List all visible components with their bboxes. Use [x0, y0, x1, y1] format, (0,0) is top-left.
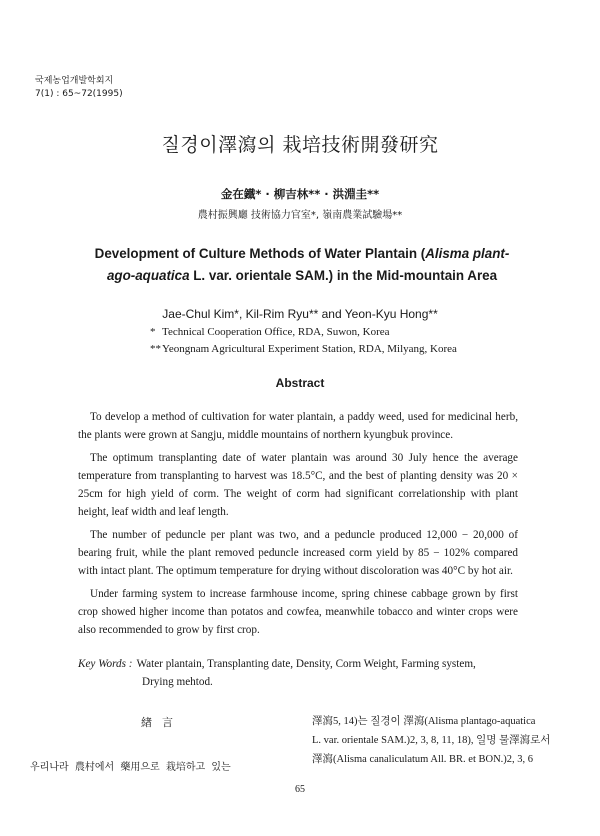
affiliation-mark: * [150, 326, 156, 338]
affiliation-mark: ** [150, 343, 161, 355]
journal-header [35, 75, 123, 101]
affiliation-text: Technical Cooperation Office, RDA, Suwon, Korea [162, 326, 390, 338]
title-english-line-2 [52, 265, 552, 287]
page-number: 65 [295, 784, 305, 795]
affiliation-text: Yeongnam Agricultural Experiment Station, RDA, Milyang, Korea [162, 343, 457, 355]
title-english-species-part-1: Alisma plant- [425, 246, 510, 261]
abstract-paragraph: The optimum transplanting date of water plantain was around 30 July hence the average temperature from transplanting to harvest was 18.5°C, and the best of planting density was 20 × 25cm for high yield of corm. The weight of corm had significant correlationship with plant height, leaf width and leaf length. [78, 451, 518, 519]
abstract-heading: Abstract [275, 376, 325, 390]
keywords-line-1: Water plantain, Transplanting date, Density, Corm Weight, Farming system, [136, 658, 476, 670]
title-english-line-2-text: L. var. orientale SAM.) in the Mid-mountain Area [189, 268, 498, 283]
introduction-right-line: L. var. orientale SAM.)2, 3, 8, 11, 18), 일명 물澤瀉로서 [312, 735, 551, 746]
affiliation-line [150, 324, 457, 341]
keywords-label: Key Words : [78, 658, 133, 670]
title-english-line-1-text: Development of Culture Methods of Water Plantain ( [94, 246, 426, 261]
introduction-right-line: 澤瀉(Alisma canaliculatum All. BR. et BON.)2, 3, 6 [312, 754, 534, 765]
title-korean: 질경이澤瀉의 栽培技術開發研究 [161, 134, 439, 156]
affiliations-korean: 農村振興廳 技術協力官室*, 嶺南農業試驗場** [197, 210, 403, 221]
authors-english: Jae-Chul Kim*, Kil-Rim Ryu** and Yeon-Kyu Hong** [162, 307, 438, 321]
journal-name: 국제농업개발학회지 [35, 76, 114, 86]
abstract-paragraph: Under farming system to increase farmhouse income, spring chinese cabbage grown by first crop showed higher income than potatos and cowfea, meanwhile tobacco and winter crops were also recommended to grow by first crop. [78, 587, 518, 637]
title-english-line-1 [52, 243, 552, 265]
introduction-right-column [312, 712, 567, 769]
affiliations-english [150, 324, 457, 358]
journal-citation: 7(1) : 65~72(1995) [35, 89, 123, 99]
abstract-paragraph: To develop a method of cultivation for water plantain, a paddy weed, used for medicinal herb, the plants were grown at Sangju, middle mountains of northern kyungbuk province. [78, 411, 518, 442]
keywords-line-2: Drying mehtod. [142, 676, 213, 688]
affiliation-line [150, 341, 457, 358]
title-english [52, 243, 552, 287]
keywords [78, 655, 518, 691]
title-english-species-part-2: ago-aquatica [106, 268, 190, 283]
abstract-paragraph: The number of peduncle per plant was two, and a peduncle produced 12,000 − 20,000 of bearing fruit, while the plant removed peduncle increased corm yield by 85 − 102% compared with intact plant. The optimum temperature for drying without discoloration was 40°C by hot air. [78, 528, 518, 578]
introduction-left-text: 우리나라 農村에서 藥用으로 栽培하고 있는 [30, 762, 231, 773]
introduction-heading: 緖言 [141, 716, 183, 729]
abstract-body [78, 408, 518, 644]
introduction-right-line: 澤瀉5, 14)는 질경이 澤瀉(Alisma plantago-aquatica [312, 716, 536, 727]
authors-korean: 金在鐵* · 柳吉林** · 洪淵圭** [220, 187, 380, 201]
